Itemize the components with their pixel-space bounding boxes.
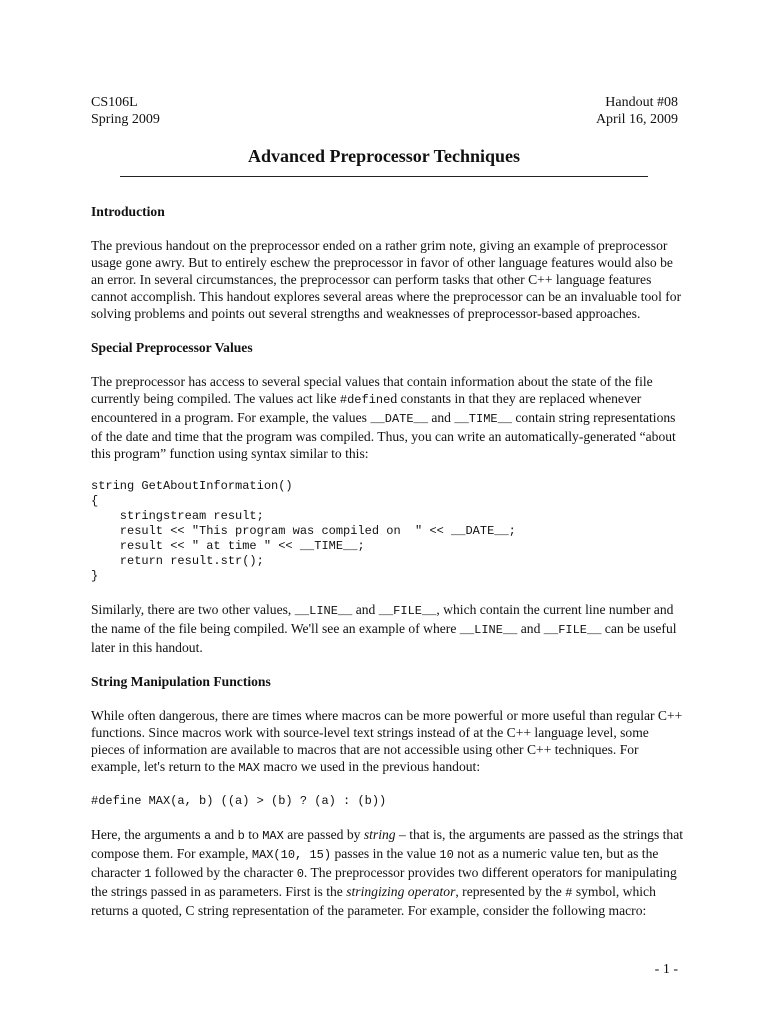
text-span: not as a numeric value ten, but as the character [91,846,659,880]
text-span: can be useful later in this handout. [91,621,677,655]
string-manipulation-paragraph [91,707,683,777]
course-code: CS106L [91,95,138,110]
inline-code: __FILE__ [543,623,602,637]
text-span: followed by the character [151,865,297,880]
document-body [91,203,683,936]
inline-code: a [204,829,212,843]
document-title: Advanced Preprocessor Techniques [247,146,521,166]
text-span: passes in the value [331,846,440,861]
text-span: contain string representations of the date and time that the program was compiled. Thus, you can write an automatically-generated “about this program” function using syntax similar to this: [91,410,676,461]
page-number: - 1 - [654,962,678,977]
inline-code: __LINE__ [459,623,518,637]
inline-code: #define [339,393,391,407]
inline-code: MAX [238,761,261,775]
emphasis: stringizing operator [346,884,456,899]
text-span: are passed by [283,827,364,842]
text-span: Similarly, there are two other values, [91,602,295,617]
inline-code: # [565,886,573,900]
line-file-paragraph [91,601,683,656]
text-span: d constants in that they are replaced whenever encountered in a program. For example, the values [91,391,642,425]
text-span: macro we used in the previous handout: [260,759,481,774]
text-span: While often dangerous, there are times where macros can be more powerful or more useful than regular C++ functions. Since macros work with source-level text strings instead of at the C++ language level, some pieces of information are available to macros that are not accessible using other C++ techniques. For example, let's return to the [91,708,683,774]
special-values-paragraph [91,373,683,462]
inline-code: 0 [296,867,304,881]
inline-code: __TIME__ [454,412,512,426]
text-span: to [244,827,263,842]
text-span: , which contain the current line number and the name of the file being compiled. We'll see an example of where [91,602,674,636]
title-rule [120,176,648,177]
term: Spring 2009 [91,112,160,127]
intro-paragraph: The previous handout on the preprocessor ended on a rather grim note, giving an example of preprocessor usage gone awry. But to entirely eschew the preprocessor in favor of other language features would also be an error. In several circumstances, the preprocessor can perform tasks that other C++ language features cannot accomplish. This handout explores several areas where the preprocessor can be an invaluable tool for solving problems and points out several strengths and weaknesses of preprocessor-based approaches. [91,238,682,321]
code-block-max-macro: #define MAX(a, b) ((a) > (b) ? (a) : (b)) [91,794,387,808]
emphasis: string [363,827,396,842]
header-right [596,94,678,128]
text-span: symbol, which returns a quoted, C string representation of the parameter. For example, consider the following macro: [91,884,656,918]
text-span: and [211,827,238,842]
text-span: , represented by the [455,884,566,899]
inline-code: __DATE__ [370,412,428,426]
section-heading-string-manipulation: String Manipulation Functions [91,674,271,689]
inline-code: 1 [144,867,152,881]
section-heading-special-values: Special Preprocessor Values [91,340,253,355]
text-span: . The preprocessor provides two different operators for manipulating the strings passed in as parameters. First is the [91,865,677,899]
header-left [91,94,160,128]
text-span: and [517,621,544,636]
text-span: and [427,410,455,425]
text-span: Here, the arguments [91,827,204,842]
inline-code: 10 [439,848,454,862]
text-span: The preprocessor has access to several special values that contain information about the state of the file currently being compiled. The values act like [91,374,653,406]
inline-code: __LINE__ [294,604,353,618]
code-block-about-info: string GetAboutInformation() { stringstream result; result << "This program was compiled on " << __DATE__; result << " at time " << __TIME__; return result.str(); } [91,479,516,583]
text-span: and [352,602,379,617]
inline-code: MAX(10, 15) [251,848,332,862]
handout-number: Handout #08 [605,95,678,110]
text-span: – that is, the arguments are passed as the strings that compose them. For example, [91,827,684,861]
stringizing-paragraph [91,826,683,919]
inline-code: b [237,829,245,843]
section-heading-introduction: Introduction [91,204,165,219]
inline-code: __FILE__ [378,604,437,618]
handout-date: April 16, 2009 [595,112,678,127]
inline-code: MAX [262,829,284,843]
